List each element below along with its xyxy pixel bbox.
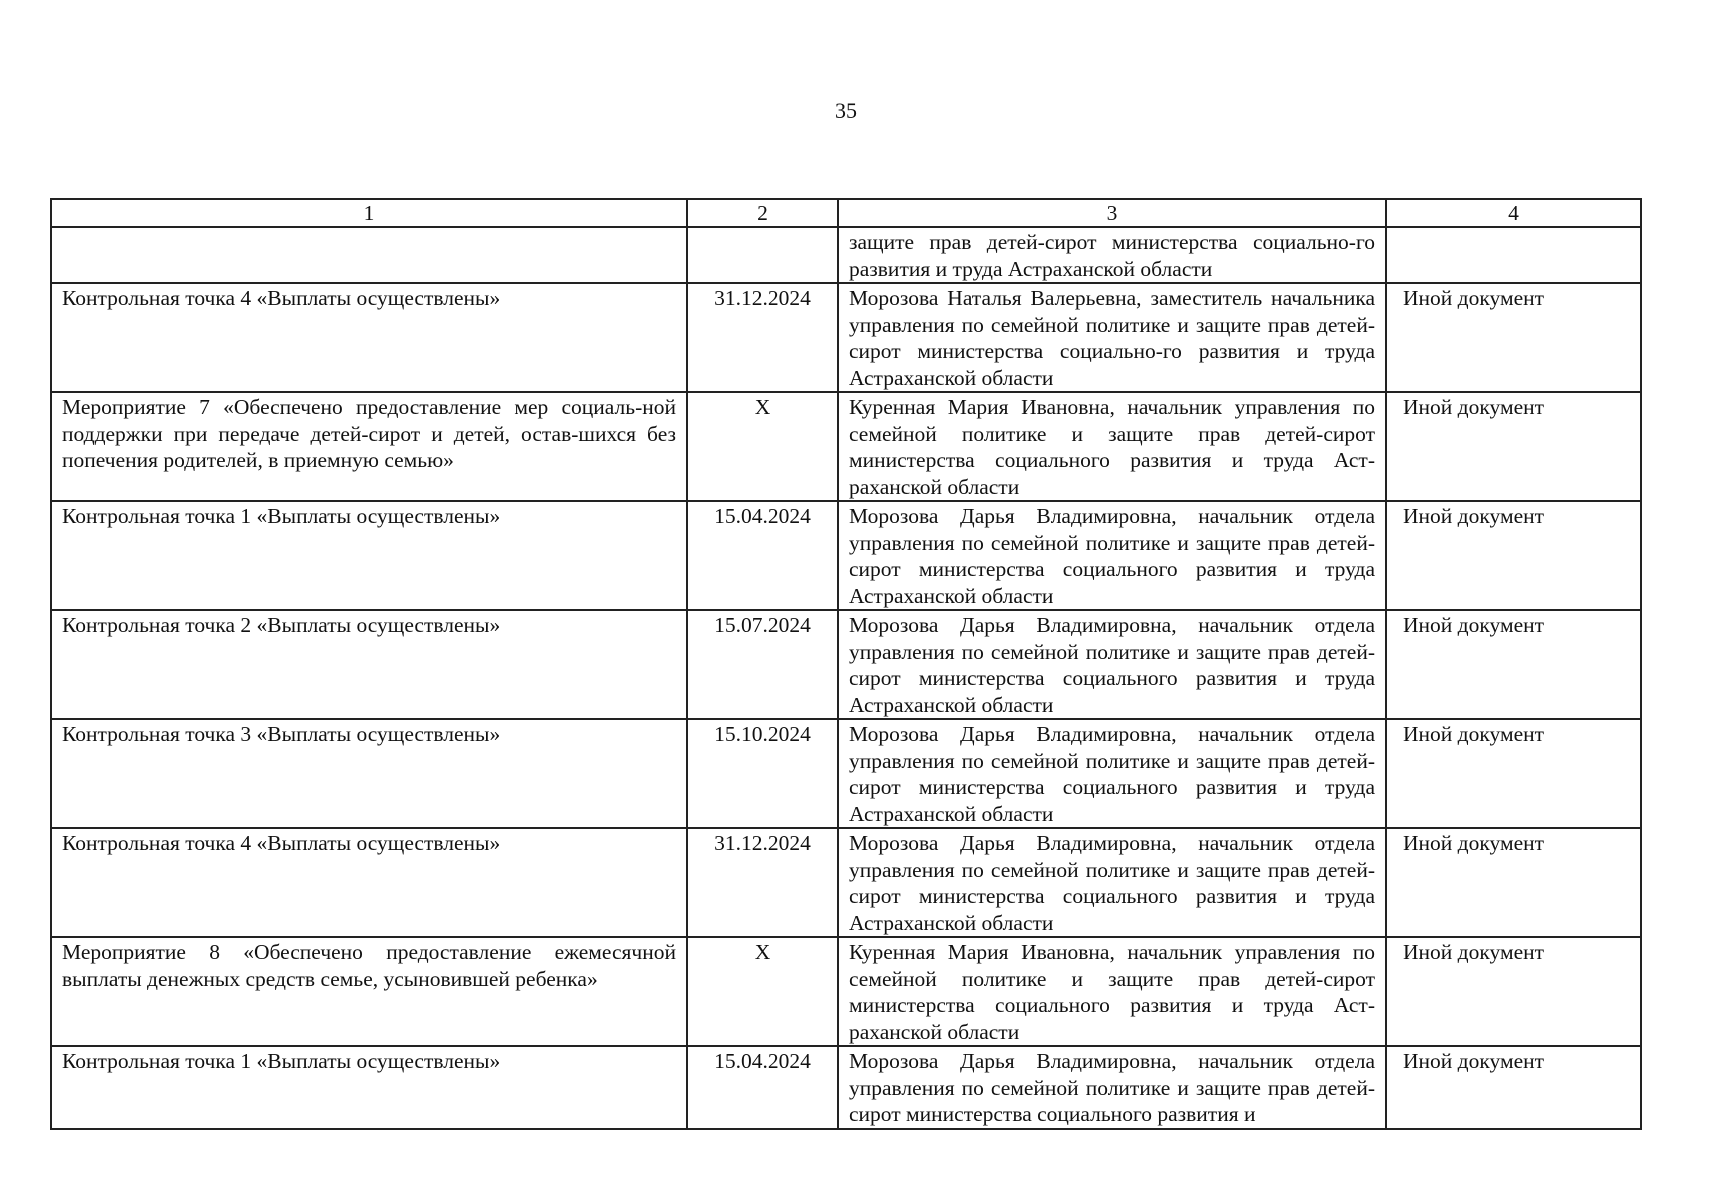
row-document-cell: Иной документ: [1386, 501, 1641, 610]
row-date-cell: 15.10.2024: [687, 719, 838, 828]
table-row: [51, 501, 1641, 610]
row-name-cell: Контрольная точка 4 «Выплаты осуществлены»: [51, 283, 687, 392]
row-document-cell: Иной документ: [1386, 610, 1641, 719]
table-row: [51, 392, 1641, 501]
table-header-row: [51, 199, 1641, 227]
row-name-cell: Мероприятие 7 «Обеспечено предоставление мер социаль-ной поддержки при передаче детей-сирот и детей, остав-шихся без попечения родителей, в приемную семью»: [51, 392, 687, 501]
row-responsible-cell: Куренная Мария Ивановна, начальник управления по семейной политике и защите прав детей-сирот министерства социального развития и труда Аст-раханской области: [838, 392, 1386, 501]
row-document-cell: Иной документ: [1386, 1046, 1641, 1129]
row-date-cell: 31.12.2024: [687, 283, 838, 392]
table-row: [51, 283, 1641, 392]
row-name-cell: Контрольная точка 1 «Выплаты осуществлены»: [51, 1046, 687, 1129]
row-responsible-cell: защите прав детей-сирот министерства социально-го развития и труда Астраханской области: [838, 227, 1386, 283]
row-date-cell: X: [687, 937, 838, 1046]
row-responsible-cell: Морозова Дарья Владимировна, начальник отдела управления по семейной политике и защите прав детей-сирот министерства социального развития и труда Астраханской области: [838, 828, 1386, 937]
row-date-cell: 15.04.2024: [687, 501, 838, 610]
column-header-1: 1: [51, 199, 687, 227]
row-responsible-cell: Морозова Дарья Владимировна, начальник отдела управления по семейной политике и защите прав детей-сирот министерства социального развития и труда Астраханской области: [838, 719, 1386, 828]
row-name-cell: [51, 227, 687, 283]
column-header-2: 2: [687, 199, 838, 227]
table-row: [51, 610, 1641, 719]
row-name-cell: Мероприятие 8 «Обеспечено предоставление ежемесячной выплаты денежных средств семье, усыновившей ребенка»: [51, 937, 687, 1046]
row-responsible-cell: Куренная Мария Ивановна, начальник управления по семейной политике и защите прав детей-сирот министерства социального развития и труда Аст-раханской области: [838, 937, 1386, 1046]
column-header-4: 4: [1386, 199, 1641, 227]
row-date-cell: 15.07.2024: [687, 610, 838, 719]
row-document-cell: Иной документ: [1386, 719, 1641, 828]
row-document-cell: Иной документ: [1386, 828, 1641, 937]
table-row: [51, 1046, 1641, 1129]
row-document-cell: [1386, 227, 1641, 283]
row-document-cell: Иной документ: [1386, 937, 1641, 1046]
table-row: [51, 719, 1641, 828]
row-name-cell: Контрольная точка 2 «Выплаты осуществлены»: [51, 610, 687, 719]
row-document-cell: Иной документ: [1386, 283, 1641, 392]
row-name-cell: Контрольная точка 3 «Выплаты осуществлены»: [51, 719, 687, 828]
row-responsible-cell: Морозова Наталья Валерьевна, заместитель начальника управления по семейной политике и защите прав детей-сирот министерства социально-го развития и труда Астраханской области: [838, 283, 1386, 392]
row-document-cell: Иной документ: [1386, 392, 1641, 501]
row-responsible-cell: Морозова Дарья Владимировна, начальник отдела управления по семейной политике и защите прав детей-сирот министерства социального развития и труда Астраханской области: [838, 610, 1386, 719]
column-header-3: 3: [838, 199, 1386, 227]
page-number: 35: [835, 98, 857, 123]
row-date-cell: 15.04.2024: [687, 1046, 838, 1129]
table-row: [51, 937, 1641, 1046]
table-row: [51, 227, 1641, 283]
row-responsible-cell: Морозова Дарья Владимировна, начальник отдела управления по семейной политике и защите прав детей-сирот министерства социального развития и: [838, 1046, 1386, 1129]
row-date-cell: [687, 227, 838, 283]
row-responsible-cell: Морозова Дарья Владимировна, начальник отдела управления по семейной политике и защите прав детей-сирот министерства социального развития и труда Астраханской области: [838, 501, 1386, 610]
row-date-cell: 31.12.2024: [687, 828, 838, 937]
row-date-cell: X: [687, 392, 838, 501]
row-name-cell: Контрольная точка 4 «Выплаты осуществлены»: [51, 828, 687, 937]
table-row: [51, 828, 1641, 937]
row-name-cell: Контрольная точка 1 «Выплаты осуществлены»: [51, 501, 687, 610]
control-points-table: [50, 198, 1642, 1130]
